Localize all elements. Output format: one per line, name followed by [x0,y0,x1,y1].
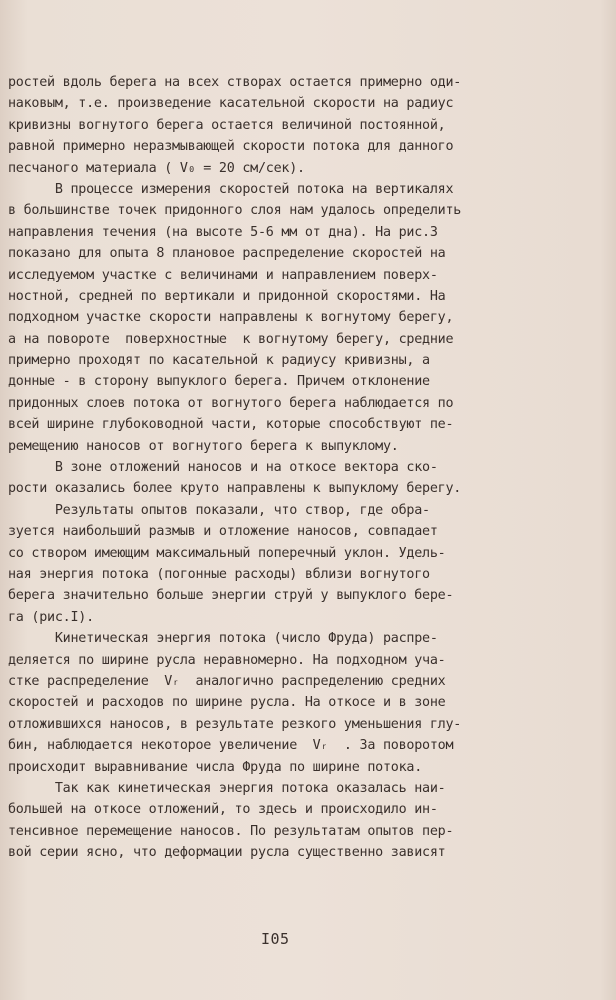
text-line: берега значительно больше энергии струй у выпуклого бере- [8,588,454,604]
text-line: направления течения (на высоте 5-6 мм от дна). На рис.3 [8,224,438,240]
text-line: показано для опыта 8 плановое распределение скоростей на [8,246,446,262]
text-line: ростей вдоль берега на всех створах остается примерно оди- [8,75,462,90]
text-line: бин, наблюдается некоторое увеличение Vᵣ . За поворотом [8,738,454,754]
text-line: а на повороте поверхностные к вогнутому берегу, средние [8,331,454,347]
text-line: деляется по ширине русла неравномерно. На подходном уча- [8,652,446,668]
text-line: Кинетическая энергия потока (число Фруда) распре- [8,631,438,647]
text-line: стке распределение Vᵣ аналогично распределению средних [8,673,446,689]
text-line: зуется наибольший размыв и отложение наносов, совпадает [8,524,438,540]
text-line: ная энергия потока (погонные расходы) вблизи вогнутого [8,566,430,582]
text-line: рости оказались более круто направлены к выпуклому берегу. [8,481,462,497]
text-line: В процессе измерения скоростей потока на вертикалях [8,181,454,197]
text-line: подходном участке скорости направлены к вогнутому берегу, [8,310,454,326]
text-line: в большинстве точек придонного слоя нам удалось определить [8,203,462,219]
text-line: со створом имеющим максимальный поперечный уклон. Удель- [8,545,446,561]
text-line: большей на откосе отложений, то здесь и происходило ин- [8,802,438,818]
text-line: ремещению наносов от вогнутого берега к выпуклому. [8,438,399,454]
text-line: отложившихся наносов, в результате резкого уменьшения глу- [8,716,462,732]
text-line: тенсивное перемещение наносов. По результатам опытов пер- [8,823,454,839]
text-line: всей ширине глубоководной части, которые способствуют пе- [8,417,454,433]
text-line: вой серии ясно, что деформации русла существенно зависят [8,845,446,861]
body-text [8,72,608,863]
text-line: придонных слоев потока от вогнутого берега наблюдается по [8,395,454,411]
text-line: примерно проходят по касательной к радиусу кривизны, а [8,353,430,369]
text-line: га (рис.I). [8,609,94,625]
text-line: песчаного материала ( V₀ = 20 см/сек). [8,160,305,176]
text-line: равной примерно неразмывающей скорости потока для данного [8,139,454,155]
text-line: кривизны вогнутого берега остается величиной постоянной, [8,117,446,133]
text-line: скоростей и расходов по ширине русла. На откосе и в зоне [8,695,446,711]
text-line: исследуемом участке с величинами и направлением поверх- [8,267,438,283]
text-line: ностной, средней по вертикали и придонной скоростями. На [8,288,446,304]
text-line: Результаты опытов показали, что створ, где обра- [8,502,430,518]
text-line: происходит выравнивание числа Фруда по ширине потока. [8,759,423,775]
text-line: Так как кинетическая энергия потока оказалась наи- [8,780,446,796]
text-line: наковым, т.е. произведение касательной скорости на радиус [8,96,454,112]
text-line: донные - в сторону выпуклого берега. Причем отклонение [8,374,430,390]
page-number: I05 [261,930,290,948]
text-line: В зоне отложений наносов и на откосе вектора ско- [8,460,438,476]
